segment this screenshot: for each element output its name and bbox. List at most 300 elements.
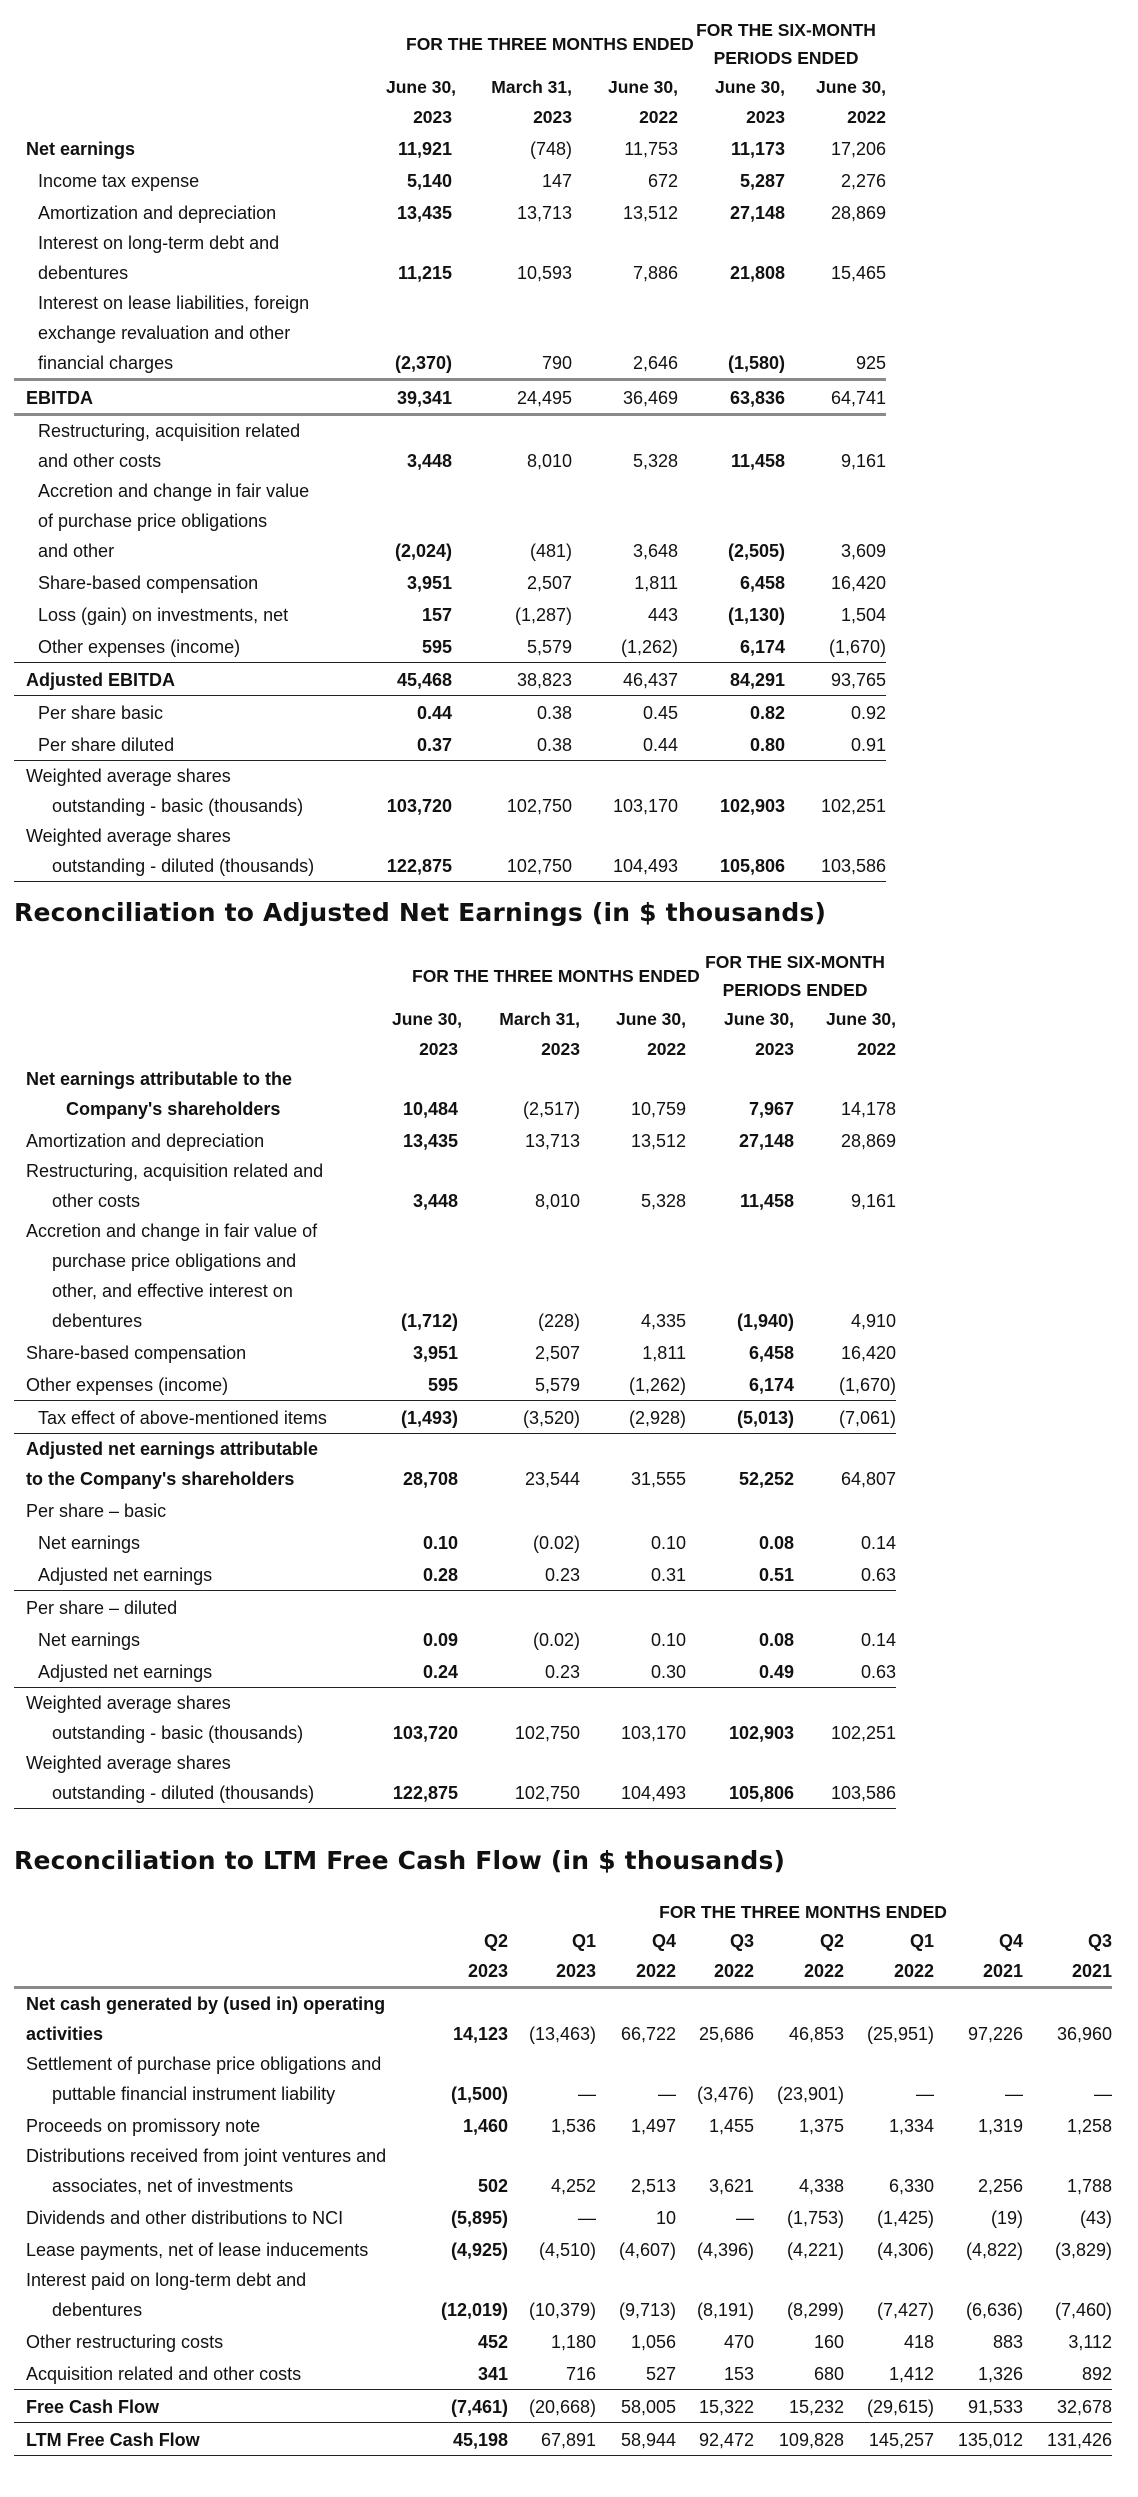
table-row bbox=[14, 2325, 1112, 2357]
value-cell: (4,510) bbox=[538, 2240, 596, 2260]
value-cell: 3,951 bbox=[412, 1343, 458, 1363]
table-row bbox=[14, 1526, 896, 1558]
value-cell: 122,875 bbox=[386, 821, 452, 882]
value-cell: (3,476) bbox=[696, 2084, 754, 2104]
value-cell: 103,170 bbox=[620, 1723, 687, 1743]
table-row bbox=[14, 1494, 896, 1526]
value-cell: 31,555 bbox=[630, 1469, 687, 1489]
value-cell bbox=[392, 1591, 458, 1624]
value-cell: 0.63 bbox=[794, 1558, 896, 1591]
value-cell: 45,468 bbox=[386, 663, 452, 696]
value-cell: 5,140 bbox=[406, 171, 452, 191]
value-cell: 32,678 bbox=[1023, 2390, 1112, 2423]
column-header: Q2 2022 bbox=[754, 1926, 844, 1988]
value-cell: 2,256 bbox=[977, 2176, 1023, 2196]
value-cell: 0.80 bbox=[678, 728, 785, 761]
value-cell: 13,435 bbox=[402, 1131, 458, 1151]
value-cell: 157 bbox=[421, 605, 452, 625]
value-cell: 122,875 bbox=[392, 1748, 458, 1809]
value-cell: 10,593 bbox=[516, 263, 572, 283]
row-label: Settlement of purchase price obligations and puttable financial instrument liability bbox=[26, 2054, 382, 2104]
value-cell: (8,299) bbox=[786, 2300, 844, 2320]
value-cell: (0.02) bbox=[532, 1533, 580, 1553]
value-cell: 0.51 bbox=[686, 1558, 794, 1591]
value-cell: 10 bbox=[655, 2208, 676, 2228]
value-cell: (1,940) bbox=[736, 1311, 795, 1331]
column-header: March 31, 2023 bbox=[499, 1009, 580, 1059]
column-header-row bbox=[14, 1926, 1112, 1988]
value-cell: 443 bbox=[647, 605, 679, 625]
value-cell: (481) bbox=[529, 541, 572, 561]
group-header-row bbox=[14, 948, 896, 1004]
table-row bbox=[14, 663, 886, 696]
value-cell: 103,586 bbox=[794, 1748, 896, 1809]
value-cell: — bbox=[916, 2084, 934, 2104]
row-label: Net earnings bbox=[38, 1533, 141, 1553]
value-cell: 7,886 bbox=[632, 263, 679, 283]
column-header-row bbox=[14, 1004, 896, 1064]
value-cell: — bbox=[736, 2208, 754, 2228]
value-cell: 470 bbox=[723, 2332, 754, 2352]
value-cell: (1,670) bbox=[785, 630, 886, 663]
table-row bbox=[14, 1216, 896, 1336]
value-cell: (4,925) bbox=[450, 2240, 508, 2260]
value-cell: 1,788 bbox=[1067, 2176, 1113, 2196]
value-cell: 91,533 bbox=[934, 2390, 1023, 2423]
value-cell: 595 bbox=[392, 1368, 458, 1401]
value-cell: 883 bbox=[992, 2332, 1023, 2352]
table-row bbox=[14, 2390, 1112, 2423]
value-cell: (9,713) bbox=[618, 2300, 676, 2320]
value-cell: 1,497 bbox=[630, 2116, 676, 2136]
value-cell: 4,335 bbox=[640, 1311, 687, 1331]
table-row bbox=[14, 1336, 896, 1368]
value-cell: 6,458 bbox=[739, 573, 786, 593]
value-cell: 672 bbox=[647, 171, 679, 191]
column-header: June 30, 2023 bbox=[714, 77, 786, 127]
value-cell: 6,330 bbox=[888, 2176, 934, 2196]
table-row bbox=[14, 1368, 896, 1401]
table-row bbox=[14, 1748, 896, 1809]
value-cell: (748) bbox=[529, 139, 572, 159]
table-row bbox=[14, 630, 886, 663]
row-label: Tax effect of above-mentioned items bbox=[14, 1401, 392, 1434]
column-header: Q4 2021 bbox=[934, 1926, 1023, 1988]
value-cell: 0.23 bbox=[458, 1558, 580, 1591]
value-cell: 595 bbox=[386, 630, 452, 663]
table-row bbox=[14, 1434, 896, 1495]
value-cell: (25,951) bbox=[866, 2024, 934, 2044]
value-cell: 27,148 bbox=[738, 1131, 795, 1151]
value-cell: 3,609 bbox=[840, 541, 887, 561]
value-cell: 0.45 bbox=[642, 703, 679, 723]
value-cell: 9,161 bbox=[840, 451, 887, 471]
value-cell: 0.08 bbox=[758, 1630, 795, 1650]
value-cell: 2,507 bbox=[534, 1343, 580, 1363]
value-cell: (1,493) bbox=[392, 1401, 458, 1434]
value-cell: (2,505) bbox=[727, 541, 786, 561]
table-row bbox=[14, 196, 886, 228]
value-cell: 1,334 bbox=[888, 2116, 934, 2136]
value-cell: 39,341 bbox=[386, 380, 452, 415]
row-label: Per share diluted bbox=[14, 728, 386, 761]
table-row bbox=[14, 164, 886, 196]
value-cell: 6,174 bbox=[678, 630, 785, 663]
net-earnings-table-body bbox=[14, 1064, 896, 1809]
row-label: LTM Free Cash Flow bbox=[14, 2423, 434, 2456]
value-cell: (7,460) bbox=[1055, 2300, 1113, 2320]
value-cell: 103,720 bbox=[392, 1723, 458, 1743]
row-label: Adjusted EBITDA bbox=[14, 663, 386, 696]
value-cell: 23,544 bbox=[524, 1469, 580, 1489]
row-label: Adjusted net earnings bbox=[14, 1655, 392, 1688]
value-cell: 1,811 bbox=[642, 1343, 687, 1363]
row-label: Restructuring, acquisition related and other costs bbox=[26, 1161, 324, 1211]
column-header-row bbox=[14, 72, 886, 132]
row-label: Interest on long-term debt and debentures bbox=[38, 233, 280, 283]
value-cell: 1,326 bbox=[934, 2357, 1023, 2390]
value-cell: 13,713 bbox=[524, 1131, 580, 1151]
value-cell: 892 bbox=[1023, 2357, 1112, 2390]
value-cell: 790 bbox=[541, 353, 572, 373]
value-cell: 0.49 bbox=[686, 1655, 794, 1688]
table-row bbox=[14, 1591, 896, 1624]
value-cell: 24,495 bbox=[452, 380, 572, 415]
value-cell: (7,427) bbox=[876, 2300, 934, 2320]
column-header: Q1 2022 bbox=[844, 1926, 934, 1988]
value-cell bbox=[392, 1494, 458, 1526]
table-row bbox=[14, 761, 886, 822]
six-months-header: FOR THE SIX-MONTH PERIODS ENDED bbox=[696, 20, 876, 68]
value-cell: (43) bbox=[1080, 2208, 1113, 2228]
value-cell: (1,425) bbox=[876, 2208, 934, 2228]
value-cell: 103,170 bbox=[612, 796, 679, 816]
table-row bbox=[14, 2049, 1112, 2109]
value-cell: (8,191) bbox=[696, 2300, 754, 2320]
value-cell: 0.92 bbox=[850, 703, 887, 723]
value-cell: 0.82 bbox=[749, 703, 786, 723]
value-cell bbox=[458, 1494, 580, 1526]
value-cell: 5,328 bbox=[632, 451, 679, 471]
table-row bbox=[14, 2109, 1112, 2141]
value-cell: 3,112 bbox=[1068, 2332, 1113, 2352]
value-cell: 9,161 bbox=[850, 1191, 897, 1211]
value-cell: 0.31 bbox=[580, 1558, 686, 1591]
value-cell: 145,257 bbox=[844, 2423, 934, 2456]
value-cell: 46,437 bbox=[572, 663, 678, 696]
value-cell: (12,019) bbox=[440, 2300, 508, 2320]
value-cell: 2,513 bbox=[630, 2176, 676, 2196]
value-cell: 3,951 bbox=[406, 573, 452, 593]
row-label: Per share basic bbox=[38, 703, 164, 723]
row-label: Interest on lease liabilities, foreign exchange revaluation and other financial charges bbox=[38, 293, 310, 373]
value-cell: 0.10 bbox=[650, 1630, 687, 1650]
value-cell bbox=[458, 1591, 580, 1624]
value-cell: 102,251 bbox=[820, 796, 887, 816]
value-cell: 15,322 bbox=[676, 2390, 754, 2423]
value-cell: 58,005 bbox=[596, 2390, 676, 2423]
value-cell: 104,493 bbox=[572, 821, 678, 882]
table-row bbox=[14, 728, 886, 761]
value-cell: 0.14 bbox=[860, 1630, 897, 1650]
table-row bbox=[14, 1124, 896, 1156]
table-row bbox=[14, 2233, 1112, 2265]
value-cell: 28,708 bbox=[402, 1469, 458, 1489]
value-cell: 45,198 bbox=[434, 2423, 508, 2456]
row-label: Acquisition related and other costs bbox=[14, 2357, 434, 2390]
value-cell: 160 bbox=[813, 2332, 844, 2352]
column-header: June 30, 2022 bbox=[615, 1009, 687, 1059]
value-cell: 3,448 bbox=[406, 451, 452, 471]
row-label: Lease payments, net of lease inducements bbox=[26, 2240, 369, 2260]
value-cell: 63,836 bbox=[678, 380, 785, 415]
value-cell: 11,458 bbox=[739, 1191, 795, 1211]
value-cell: 109,828 bbox=[754, 2423, 844, 2456]
value-cell: (4,221) bbox=[786, 2240, 844, 2260]
value-cell: 680 bbox=[754, 2357, 844, 2390]
value-cell: — bbox=[578, 2208, 596, 2228]
value-cell: 3,621 bbox=[708, 2176, 754, 2196]
value-cell: 11,921 bbox=[397, 139, 452, 159]
value-cell: 15,232 bbox=[754, 2390, 844, 2423]
value-cell: 13,512 bbox=[630, 1131, 687, 1151]
value-cell: 92,472 bbox=[676, 2423, 754, 2456]
row-label: Net earnings bbox=[26, 139, 136, 159]
table-row bbox=[14, 821, 886, 882]
value-cell: 1,180 bbox=[550, 2332, 596, 2352]
value-cell: 11,173 bbox=[730, 139, 786, 159]
row-label: Dividends and other distributions to NCI bbox=[26, 2208, 344, 2228]
value-cell: 341 bbox=[434, 2357, 508, 2390]
value-cell: (1,670) bbox=[794, 1368, 896, 1401]
group-header-row bbox=[14, 16, 886, 72]
table-row bbox=[14, 2423, 1112, 2456]
value-cell: 64,741 bbox=[785, 380, 886, 415]
column-header: June 30, 2022 bbox=[607, 77, 679, 127]
value-cell: 502 bbox=[477, 2176, 508, 2196]
value-cell: 0.63 bbox=[794, 1655, 896, 1688]
value-cell: 36,960 bbox=[1056, 2024, 1113, 2044]
value-cell: — bbox=[1005, 2084, 1023, 2104]
value-cell: 1,258 bbox=[1067, 2116, 1113, 2136]
column-header: Q2 2023 bbox=[434, 1926, 508, 1988]
table-row bbox=[14, 1156, 896, 1216]
table-row bbox=[14, 598, 886, 630]
value-cell: 102,750 bbox=[506, 796, 572, 816]
three-months-header: FOR THE THREE MONTHS ENDED bbox=[412, 966, 700, 986]
column-header: Q1 2023 bbox=[508, 1926, 596, 1988]
value-cell: 102,903 bbox=[719, 796, 786, 816]
value-cell: 0.14 bbox=[860, 1533, 897, 1553]
value-cell: (1,500) bbox=[450, 2084, 508, 2104]
value-cell: 6,174 bbox=[686, 1368, 794, 1401]
value-cell: (1,287) bbox=[514, 605, 572, 625]
row-label: Proceeds on promissory note bbox=[26, 2116, 261, 2136]
value-cell: 0.10 bbox=[650, 1533, 687, 1553]
value-cell: 58,944 bbox=[596, 2423, 676, 2456]
value-cell: 0.44 bbox=[416, 703, 452, 723]
value-cell: 135,012 bbox=[934, 2423, 1023, 2456]
value-cell: (20,668) bbox=[508, 2390, 596, 2423]
value-cell: (3,829) bbox=[1055, 2240, 1113, 2260]
value-cell: (228) bbox=[537, 1311, 580, 1331]
value-cell: (1,712) bbox=[400, 1311, 458, 1331]
row-label: Other expenses (income) bbox=[14, 1368, 392, 1401]
row-label: Weighted average shares outstanding - diluted (thousands) bbox=[14, 821, 386, 882]
row-label: Amortization and depreciation bbox=[26, 1131, 265, 1151]
value-cell: 46,853 bbox=[788, 2024, 844, 2044]
value-cell: (3,520) bbox=[458, 1401, 580, 1434]
value-cell: 131,426 bbox=[1023, 2423, 1112, 2456]
value-cell: 7,967 bbox=[748, 1099, 795, 1119]
value-cell: 21,808 bbox=[729, 263, 786, 283]
table-row bbox=[14, 1655, 896, 1688]
value-cell: 4,910 bbox=[850, 1311, 897, 1331]
three-months-header: FOR THE THREE MONTHS ENDED bbox=[406, 34, 694, 54]
value-cell: 17,206 bbox=[830, 139, 887, 159]
value-cell: (2,517) bbox=[522, 1099, 580, 1119]
column-header: Q3 2021 bbox=[1023, 1926, 1112, 1988]
value-cell: 1,504 bbox=[840, 605, 887, 625]
value-cell: 104,493 bbox=[580, 1748, 686, 1809]
row-label: Net earnings attributable to the Company's shareholders bbox=[26, 1069, 293, 1119]
net-earnings-section-title: Reconciliation to Adjusted Net Earnings (in $ thousands) bbox=[14, 898, 827, 927]
adjusted-net-earnings-table bbox=[14, 948, 896, 1809]
value-cell: 4,338 bbox=[798, 2176, 844, 2196]
ebitda-table-body bbox=[14, 132, 886, 882]
row-label: Net cash generated by (used in) operating activities bbox=[26, 1994, 386, 2044]
value-cell: (1,753) bbox=[786, 2208, 844, 2228]
table-row bbox=[14, 1688, 896, 1749]
table-row bbox=[14, 2357, 1112, 2390]
value-cell bbox=[794, 1494, 896, 1526]
value-cell: (10,379) bbox=[528, 2300, 596, 2320]
value-cell: 0.28 bbox=[392, 1558, 458, 1591]
value-cell: (2,370) bbox=[394, 353, 452, 373]
value-cell bbox=[580, 1591, 686, 1624]
value-cell: 0.38 bbox=[452, 728, 572, 761]
table-row bbox=[14, 1558, 896, 1591]
row-label: Other restructuring costs bbox=[26, 2332, 224, 2352]
value-cell: 147 bbox=[541, 171, 572, 191]
value-cell: 102,750 bbox=[514, 1723, 580, 1743]
value-cell: 103,586 bbox=[785, 821, 886, 882]
value-cell: (23,901) bbox=[776, 2084, 844, 2104]
table-row bbox=[14, 696, 886, 729]
value-cell: 0.09 bbox=[422, 1630, 458, 1650]
value-cell: 10,484 bbox=[402, 1099, 458, 1119]
row-label: Distributions received from joint ventures and associates, net of investments bbox=[26, 2146, 387, 2196]
value-cell: (6,636) bbox=[965, 2300, 1023, 2320]
value-cell: 1,460 bbox=[462, 2116, 508, 2136]
value-cell: 13,512 bbox=[622, 203, 679, 223]
value-cell: 0.91 bbox=[785, 728, 886, 761]
value-cell: 11,215 bbox=[397, 263, 452, 283]
value-cell: 13,713 bbox=[516, 203, 572, 223]
value-cell: 2,276 bbox=[840, 171, 887, 191]
value-cell: (4,396) bbox=[696, 2240, 754, 2260]
value-cell: 27,148 bbox=[729, 203, 786, 223]
value-cell bbox=[686, 1591, 794, 1624]
six-months-header: FOR THE SIX-MONTH PERIODS ENDED bbox=[705, 952, 885, 1000]
value-cell bbox=[794, 1591, 896, 1624]
value-cell: 52,252 bbox=[738, 1469, 795, 1489]
value-cell: 5,579 bbox=[452, 630, 572, 663]
value-cell: (7,461) bbox=[434, 2390, 508, 2423]
table-row bbox=[14, 2141, 1112, 2201]
value-cell: — bbox=[658, 2084, 676, 2104]
value-cell: 8,010 bbox=[526, 451, 572, 471]
row-label: Interest paid on long-term debt and debentures bbox=[26, 2270, 307, 2320]
value-cell: 1,375 bbox=[798, 2116, 844, 2136]
value-cell: 5,287 bbox=[739, 171, 786, 191]
value-cell bbox=[686, 1494, 794, 1526]
value-cell: (5,895) bbox=[450, 2208, 508, 2228]
row-label: Loss (gain) on investments, net bbox=[38, 605, 289, 625]
value-cell: (5,013) bbox=[686, 1401, 794, 1434]
value-cell: 0.30 bbox=[580, 1655, 686, 1688]
row-label: Per share – basic bbox=[26, 1501, 167, 1521]
value-cell: 4,252 bbox=[550, 2176, 596, 2196]
row-label: Accretion and change in fair value of purchase price obligations and other bbox=[38, 481, 310, 561]
ebitda-reconciliation-table bbox=[14, 16, 886, 882]
value-cell: 0.38 bbox=[536, 703, 572, 723]
value-cell: (29,615) bbox=[844, 2390, 934, 2423]
value-cell: — bbox=[1094, 2084, 1113, 2104]
value-cell: 452 bbox=[477, 2332, 508, 2352]
value-cell: (19) bbox=[990, 2208, 1023, 2228]
row-label: Accretion and change in fair value of purchase price obligations and other, and effective interest on debentures bbox=[26, 1221, 318, 1331]
value-cell: 16,420 bbox=[830, 573, 887, 593]
group-header-row bbox=[14, 1898, 1112, 1926]
row-label: Weighted average shares outstanding - basic (thousands) bbox=[26, 766, 304, 816]
value-cell: 97,226 bbox=[967, 2024, 1023, 2044]
three-months-header: FOR THE THREE MONTHS ENDED bbox=[659, 1902, 947, 1922]
row-label: Share-based compensation bbox=[38, 573, 259, 593]
table-row bbox=[14, 415, 886, 477]
value-cell: 36,469 bbox=[572, 380, 678, 415]
value-cell: 527 bbox=[596, 2357, 676, 2390]
value-cell: 3,448 bbox=[412, 1191, 458, 1211]
value-cell: 153 bbox=[676, 2357, 754, 2390]
row-label: Restructuring, acquisition related and other costs bbox=[38, 421, 301, 471]
row-label: Adjusted net earnings attributable to the Company's shareholders bbox=[26, 1439, 319, 1489]
column-header: June 30, 2022 bbox=[825, 1009, 897, 1059]
value-cell: 1,056 bbox=[630, 2332, 676, 2352]
value-cell: 102,750 bbox=[458, 1748, 580, 1809]
table-row bbox=[14, 566, 886, 598]
value-cell: 38,823 bbox=[452, 663, 572, 696]
column-header: June 30, 2022 bbox=[815, 77, 887, 127]
value-cell: 64,807 bbox=[840, 1469, 897, 1489]
value-cell: 11,753 bbox=[624, 139, 679, 159]
value-cell bbox=[580, 1494, 686, 1526]
column-header: June 30, 2023 bbox=[392, 1009, 463, 1059]
value-cell: 3,648 bbox=[632, 541, 679, 561]
ltm-free-cash-flow-table bbox=[14, 1898, 1112, 2456]
column-header: Q3 2022 bbox=[676, 1926, 754, 1988]
value-cell: 1,319 bbox=[977, 2116, 1023, 2136]
table-row bbox=[14, 1988, 1112, 2050]
value-cell: 1,811 bbox=[634, 573, 679, 593]
row-label: Free Cash Flow bbox=[14, 2390, 434, 2423]
value-cell: 0.37 bbox=[386, 728, 452, 761]
value-cell: 8,010 bbox=[534, 1191, 580, 1211]
row-label: Income tax expense bbox=[38, 171, 200, 191]
table-row bbox=[14, 228, 886, 288]
column-header: June 30, 2023 bbox=[723, 1009, 795, 1059]
value-cell: (1,262) bbox=[580, 1368, 686, 1401]
